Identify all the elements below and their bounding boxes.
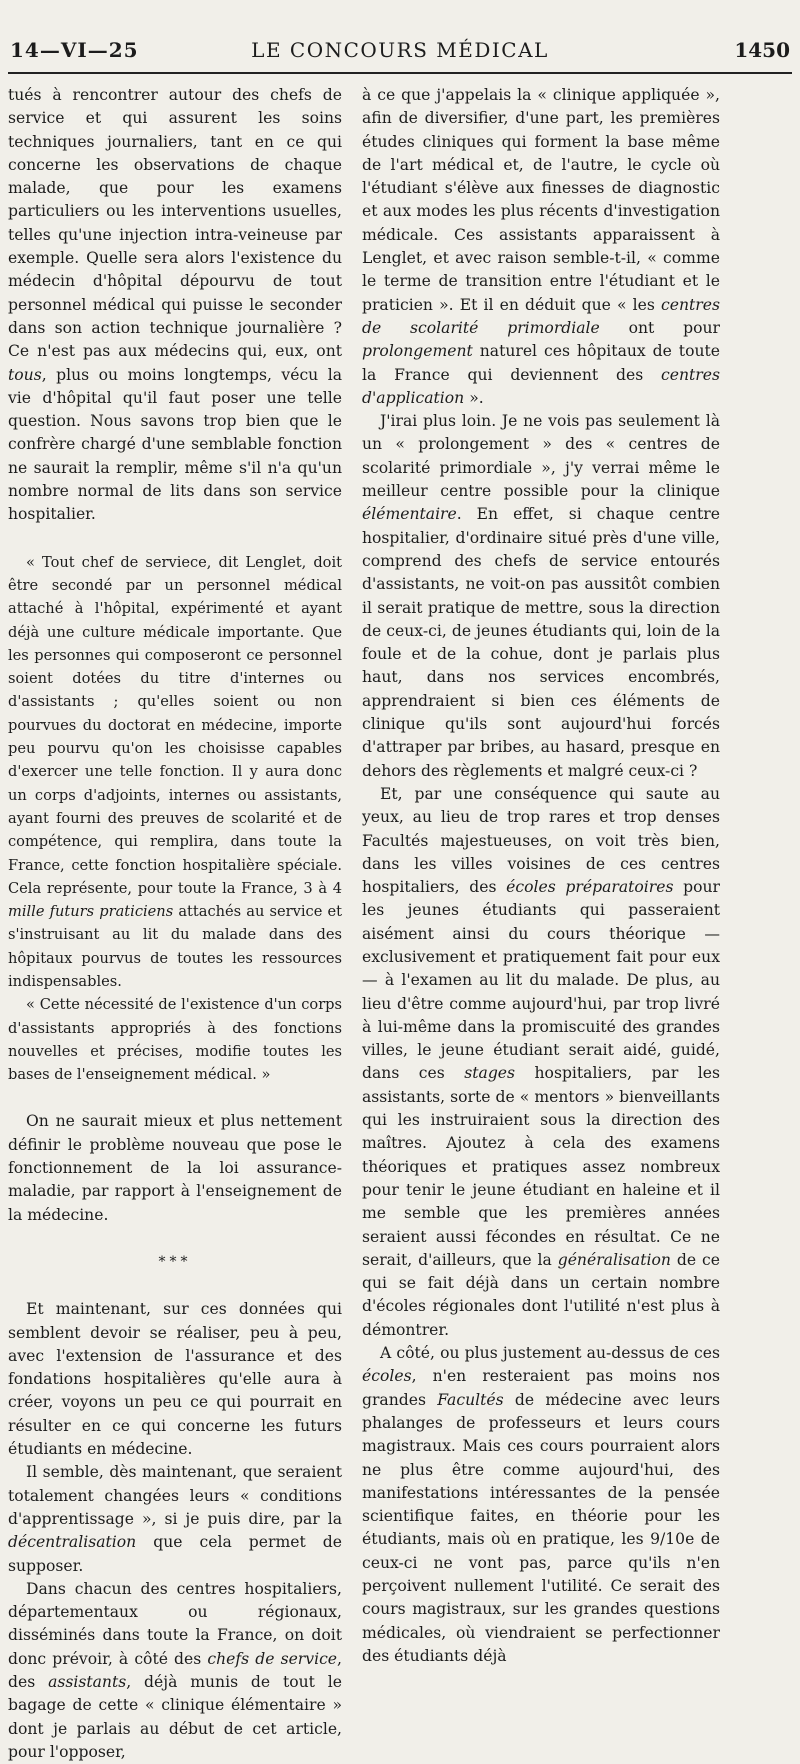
paragraph: Il semble, dès maintenant, que seraient totalement changées leurs « conditions d'apprentissage », si je puis dire, par la décentralisation que cela permet de supposer.	[8, 1463, 342, 1575]
left-column	[8, 84, 343, 1761]
paragraph: A côté, ou plus justement au-dessus de ces écoles, n'en resteraient pas moins nos grandes Facultés de médecine avec leurs phalanges de professeurs et leurs cours magistraux. Mais ces cours pourraient alors ne plus être comme aujourd'hui, des manifestations intéressantes de la pensée scientifique faites, en théorie pour les étudiants, mais où en pratique, les 9/10e de ceux-ci ne vont pas, parce qu'ils n'en perçoivent nullement l'utilité. Ce serait des cours magistraux, sur les grandes questions médicales, où viendraient se perfectionner des étudiants déjà	[362, 1344, 720, 1665]
quotation: « Tout chef de serviece, dit Lenglet, doit être secondé par un personnel médical attaché à l'hôpital, expérimenté et ayant déjà une culture médicale importante. Que les personnes qui composeront ce personnel soient dotées du titre d'internes ou d'assistants ; qu'elles soient ou non pourvues du doctorat en médecine, importe peu pourvu qu'on les choisisse capables d'exercer une telle fonction. Il y aura donc un corps d'adjoints, internes ou assistants, ayant fourni des preuves de scolarité et de compétence, qui remplira, dans toute la France, cette fonction hospitalière spéciale. Cela représente, pour toute la France, 3 à 4 mille futurs praticiens attachés au service et s'instruisant au lit du malade dans des hôpitaux pourvus de toutes les ressources indispensables.	[8, 553, 343, 990]
paragraph: Et maintenant, sur ces données qui semblent devoir se réaliser, peu à peu, avec l'extension de l'assurance et des fondations hospitalières qu'elle aura à créer, voyons un peu ce qui pourrait en résulter en ce qui concerne les futurs étudiants en médecine.	[8, 1300, 342, 1459]
paragraph: tués à rencontrer autour des chefs de service et qui assurent les soins techniques journaliers, tant en ce qui concerne les observations de chaque malade, que pour les examens particuliers ou les interventions usuelles, telles qu'une injection intra-veineuse par exemple. Quelle sera alors l'existence du médecin d'hôpital dépourvu de tout personnel médical qui puisse le seconder dans son action technique journalière ? Ce n'est pas aux médecins qui, eux, ont tous, plus ou moins longtemps, vécu la vie d'hôpital qu'il faut poser une telle question. Nous savons trop bien que le confrère chargé d'une semblable fonction ne saurait la remplir, même s'il n'a qu'un nombre normal de lits dans son service hospitalier.	[8, 86, 342, 524]
quotation: « Cette nécessité de l'existence d'un corps d'assistants appropriés à des fonctions nouvelles et précises, modifie toutes les bases de l'enseignement médical. »	[8, 996, 342, 1084]
paragraph: On ne saurait mieux et plus nettement définir le problème nouveau que pose le fonctionnement de la loi assurance-maladie, par rapport à l'enseignement de la médecine.	[8, 1112, 342, 1224]
paragraph: Dans chacun des centres hospitaliers, départementaux ou régionaux, disséminés dans toute la France, on doit donc prévoir, à côté des chefs de service, des assistants, déjà munis de tout le bagage de cette « clinique élémentaire » dont je parlais au début de cet article, pour l'opposer,	[8, 1579, 342, 1761]
journal-title: LE CONCOURS MÉDICAL	[251, 38, 549, 62]
paragraph: Et, par une conséquence qui saute au yeux, au lieu de trop rares et trop denses Facultés majestueuses, on voit très bien, dans les villes voisines de ces centres hospitaliers, des écoles préparatoires pour les jeunes étudiants qui passeraient aisément ainsi du cours théorique — exclusivement et pratiquement fait pour eux — à l'examen au lit du malade. De plus, au lieu d'être comme aujourd'hui, par trop livré à lui-même dans la promiscuité des grandes villes, le jeune étudiant serait aidé, guidé, dans ces stages hospitaliers, par les assistants, sorte de « mentors » bienveillants qui les instruiraient sous la direction des maîtres. Ajoutez à cela des examens théoriques et pratiques assez nombreux pour tenir le jeune étudiant en haleine et il me semble que les premières années seraient aussi fécondes en résultat. Ce ne serait, d'ailleurs, que la généralisation de ce qui se fait déjà dans un certain nombre d'écoles régionales dont l'utilité n'est plus à démontrer.	[362, 784, 721, 1339]
page-number: 1450	[734, 38, 790, 62]
issue-date: 14—VI—25	[10, 38, 139, 62]
paragraph: J'irai plus loin. Je ne vois pas seulement là un « prolongement » des « centres de scolarité primordiale », j'y verrai même le meilleur centre possible pour la clinique élémentaire. En effet, si chaque centre hospitalier, d'ordinaire situé près d'une ville, comprend des chefs de service entourés d'assistants, ne voit-on pas aussitôt combien il serait pratique de mettre, sous la direction de ceux-ci, de jeunes étudiants qui, loin de la foule et de la cohue, dont je parlais plus haut, dans nos services encombrés, apprendraient si bien ces éléments de clinique qu'ils sont aujourd'hui forcés d'attraper par bribes, au hasard, presque en dehors des règlements et malgré ceux-ci ?	[362, 412, 720, 780]
section-separator: ***	[158, 1253, 192, 1270]
paragraph: à ce que j'appelais la « clinique appliquée », afin de diversifier, d'une part, les premières études cliniques qui forment la base même de l'art médical et, de l'autre, le cycle où l'étudiant s'élève aux finesses de diagnostic et aux modes les plus récents d'investigation médicale. Ces assistants apparaissent à Lenglet, et avec raison semble-t-il, « comme le terme de transition entre l'étudiant et le praticien ». Et il en déduit que « les centres de scolarité primordiale ont pour prolongement naturel ces hôpitaux de toute la France qui deviennent des centres d'application ».	[362, 86, 720, 407]
page-header	[8, 38, 792, 74]
right-column	[362, 84, 721, 1665]
